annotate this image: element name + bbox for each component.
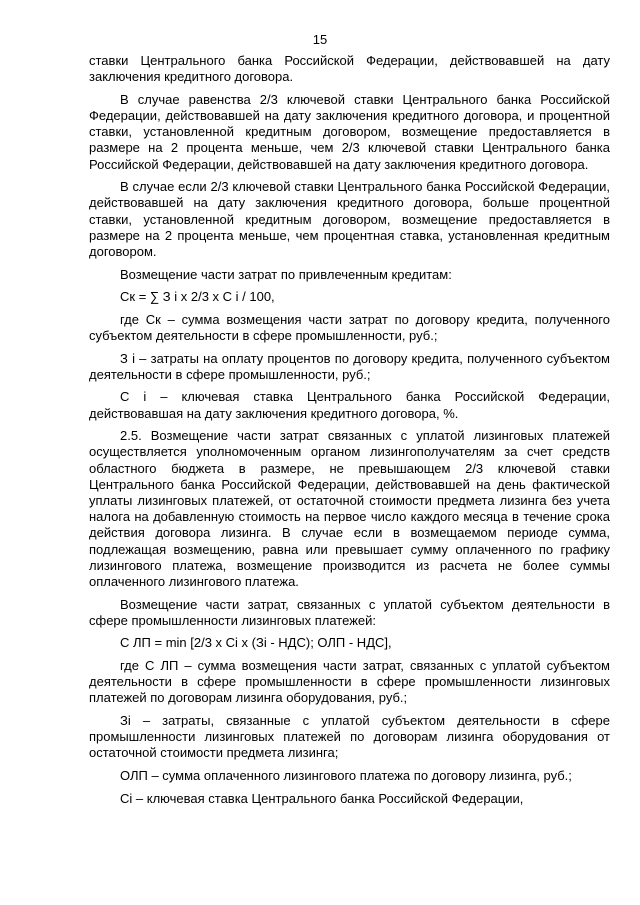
paragraph-section-2-5: 2.5. Возмещение части затрат связанных с уплатой лизинговых платежей осуществляется уполномоченным органом лизингополучателям за счет средств областного бюджета в размере, не превышающем 2/3 ключевой ставки Центрального банка Российской Федерации, действовавшей на день фактической уплаты лизинговых платежей, от остаточной стоимости предмета лизинга без учета налога на добавленную стоимость на первое число каждого месяца в течение срока действия договора лизинга. В случае если в возмещаемом периоде сумма, подлежащая возмещению, равна или превышает сумму оплаченного по графику лизингового платежа, возмещение производится из расчета не более суммы оплаченного лизингового платежа. (89, 428, 610, 590)
definition-ci-rate: С i – ключевая ставка Центрального банка Российской Федерации, действовавшая на дату заключения кредитного договора, %. (89, 389, 610, 421)
definition-slp: где С ЛП – сумма возмещения части затрат, связанных с уплатой субъектом деятельности в сфере промышленности в сфере промышленности лизинговых платежей по договорам лизинга оборудования, руб.; (89, 658, 610, 706)
paragraph-credit-reimbursement-heading: Возмещение части затрат по привлеченным кредитам: (120, 266, 452, 282)
paragraph-leasing-reimbursement-heading: Возмещение части затрат, связанных с уплатой субъектом деятельности в сфере промышленности лизинговых платежей: (89, 596, 610, 628)
definition-ci-leasing: Ci – ключевая ставка Центрального банка Российской Федерации, (120, 790, 524, 806)
definition-zi-leasing: Зi – затраты, связанные с уплатой субъектом деятельности в сфере промышленности лизинговых платежей по договорам лизинга оборудования от остаточной стоимости предмета лизинга; (89, 713, 610, 761)
formula-credit-reimbursement: Ск = ∑ З i х 2/3 х С i / 100, (120, 289, 275, 305)
paragraph-greater-rate-case: В случае если 2/3 ключевой ставки Центрального банка Российской Федерации, действовавшей на дату заключения кредитного договора, больше процентной ставки, установленной кредитным договором, возмещение предоставляется в размере на 2 процента меньше, чем процентная ставка, установленная кредитным договором. (89, 179, 610, 260)
definition-olp: ОЛП – сумма оплаченного лизингового платежа по договору лизинга, руб.; (120, 768, 572, 783)
document-body (89, 53, 610, 813)
definition-sk: где Ск – сумма возмещения части затрат по договору кредита, полученного субъектом деятельности в сфере промышленности, руб.; (89, 311, 610, 343)
paragraph-continuation: ставки Центрального банка Российской Федерации, действовавшей на дату заключения кредитного договора. (89, 53, 610, 85)
page-number: 15 (312, 32, 328, 47)
definition-zi-interest: З i – затраты на оплату процентов по договору кредита, полученного субъектом деятельности в сфере промышленности, руб.; (89, 350, 610, 382)
paragraph-equal-rate-case: В случае равенства 2/3 ключевой ставки Центрального банка Российской Федерации, действовавшей на дату заключения кредитного договора, и процентной ставки, установленной кредитным договором, возмещение предоставляется в размере на 2 процента меньше, чем 2/3 ключевой ставки Центрального банка Российской Федерации, действовавшей на дату заключения кредитного договора. (89, 91, 610, 172)
formula-leasing-reimbursement: С ЛП = min [2/3 х Ci х (Зi - НДС); ОЛП - НДС], (120, 635, 392, 651)
